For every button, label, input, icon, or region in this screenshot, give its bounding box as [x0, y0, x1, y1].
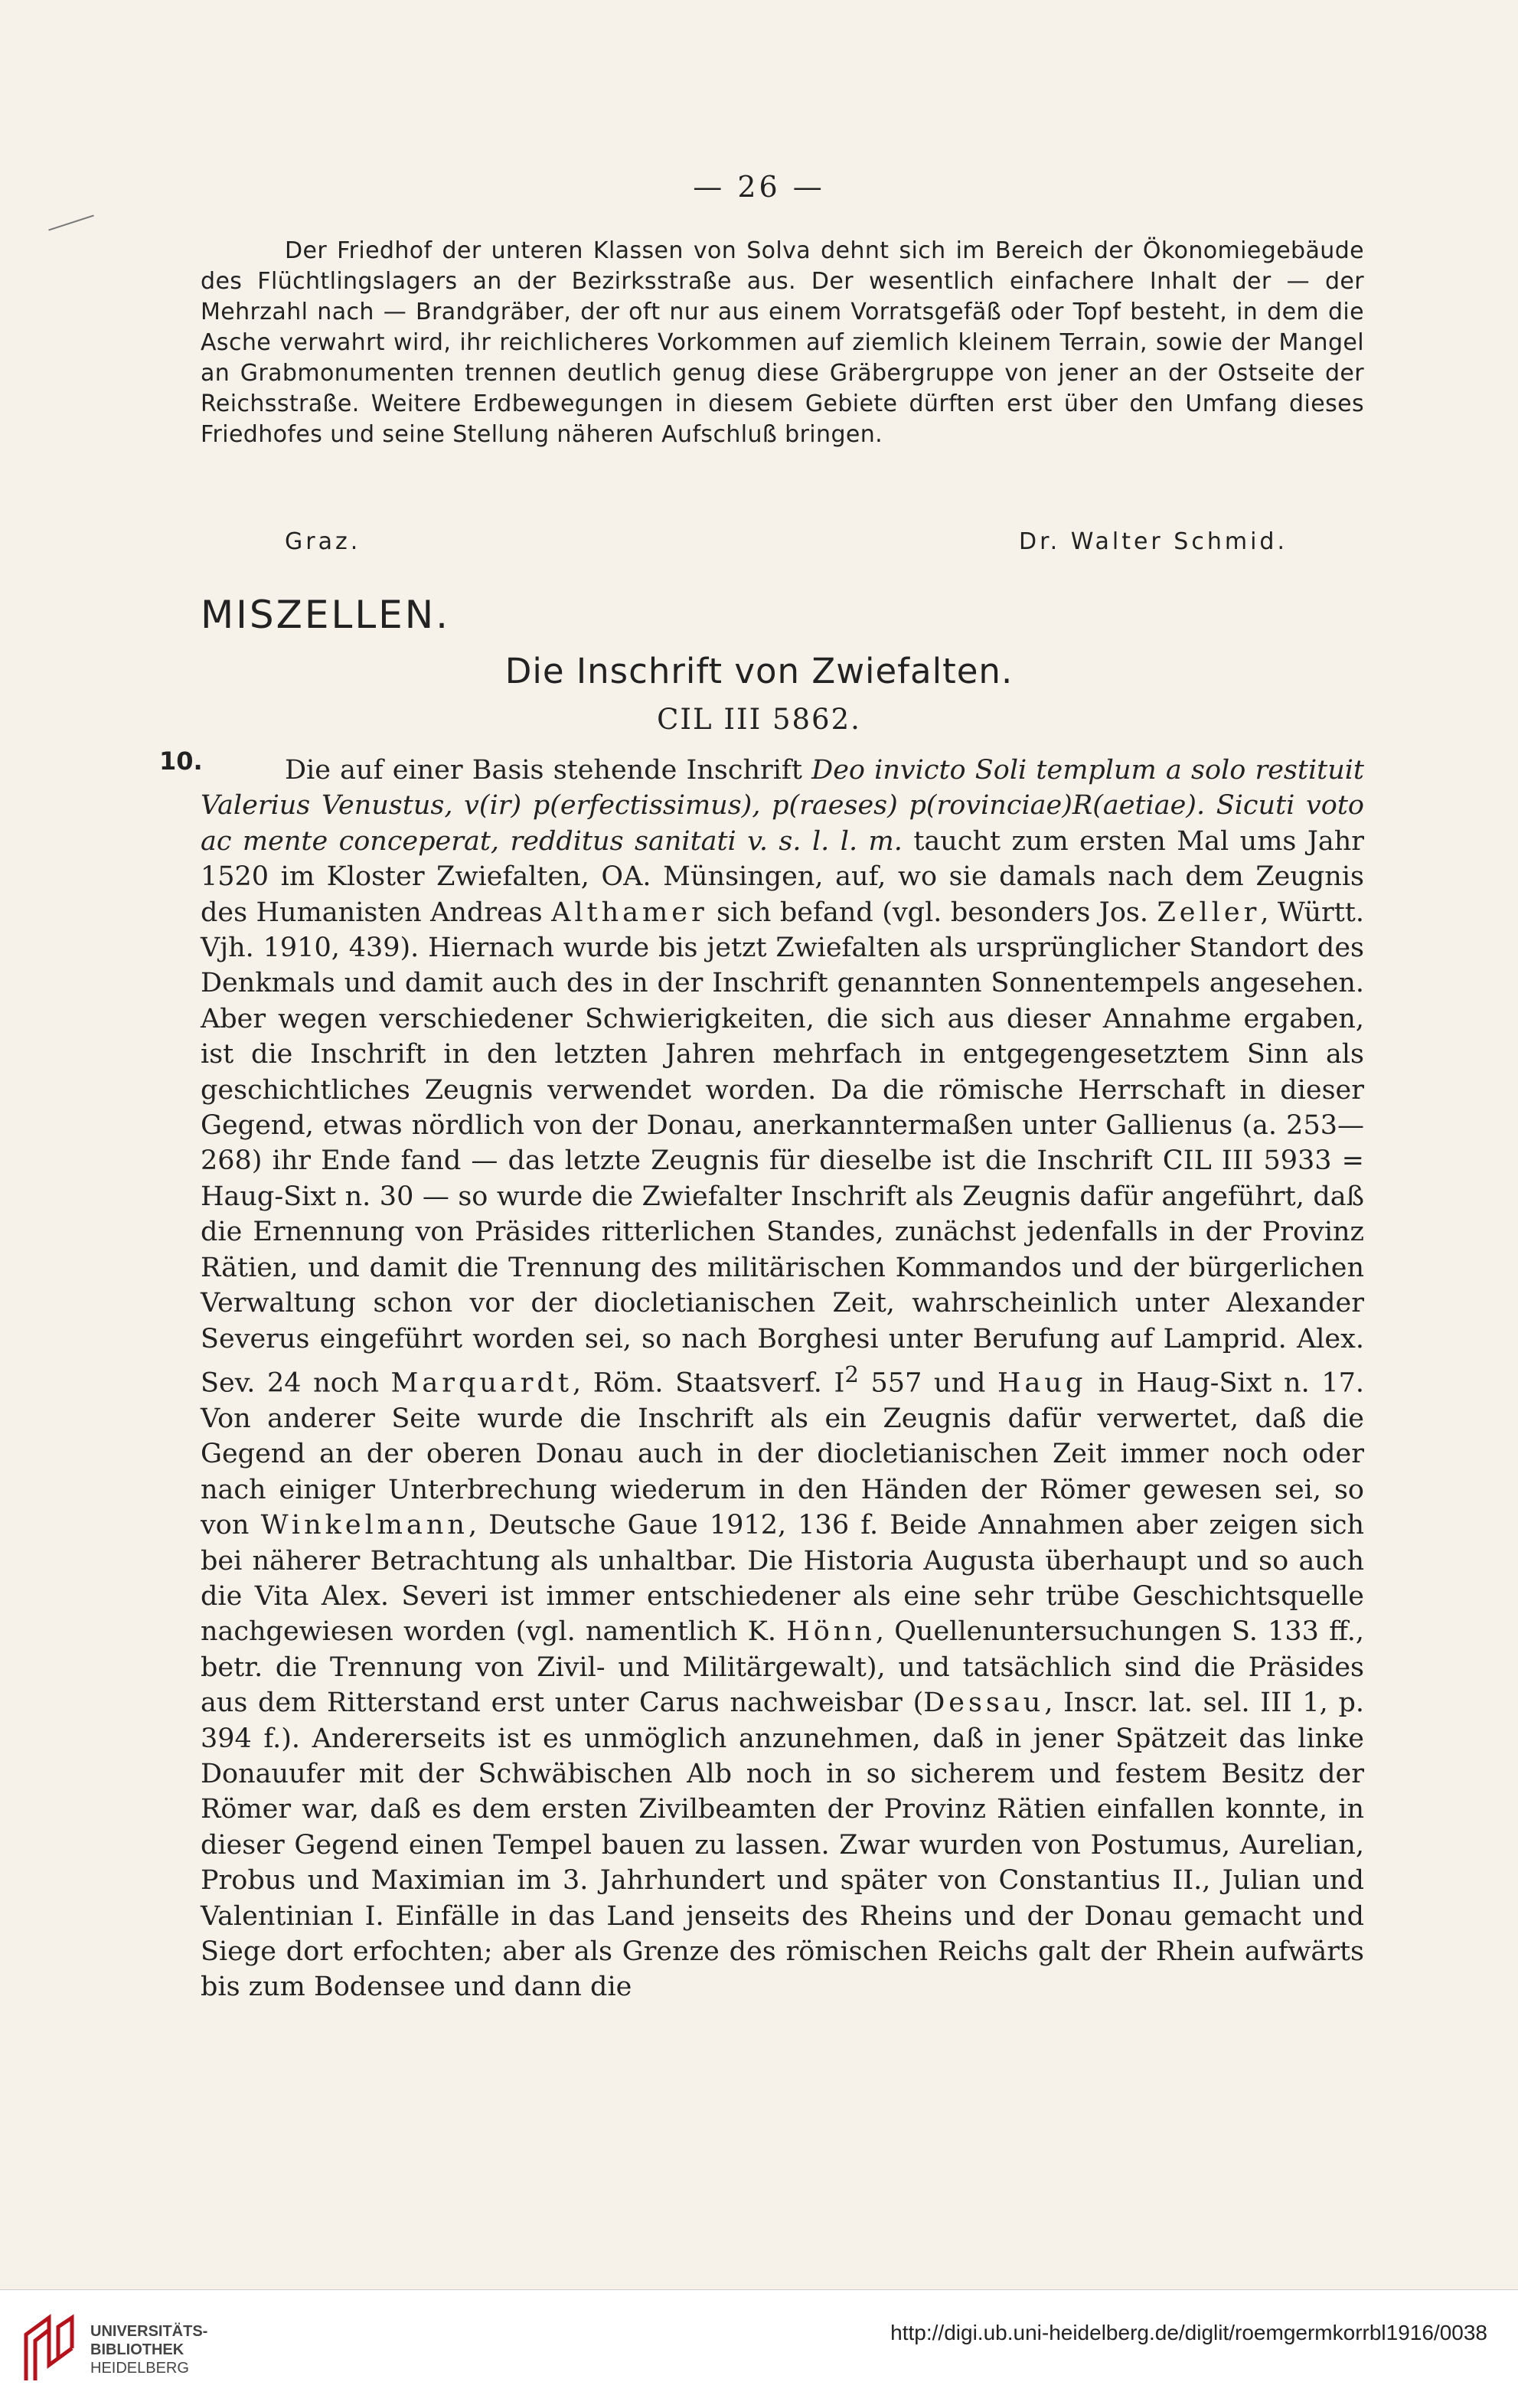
text-run: , Inscr. lat. sel. III 1, p. 394 f.). Andererseits ist es unmöglich anzunehmen, daß in jener Spätzeit das linke Donauufer mit der Schwäbischen Alb noch in so sicherem und festem Besitz der Römer war, daß es dem ersten Zivilbeamten der Provinz Rätien einfallen konnte, in dieser Gegend einen Tempel bauen zu lassen. Zwar wurden von Postumus, Aurelian, Probus und Maximian im 3. Jahrhundert und später von Constantius II., Julian und Valentinian I. Einfälle in das Land jenseits des Rheins und der Donau gemacht und Siege dort erfochten; aber als Grenze des römischen Reichs galt der Rhein aufwärts bis zum Bodensee und dann die — [201, 1688, 1364, 2003]
author-name: Haug — [997, 1367, 1087, 1399]
article-paragraph — [201, 753, 1364, 2005]
library-name — [90, 2322, 207, 2377]
library-line: HEIDELBERG — [90, 2360, 189, 2377]
author-name: Althamer — [551, 897, 708, 928]
source-url-link[interactable]: http://digi.ub.uni-heidelberg.de/diglit/roemgermkorrbl1916/0038 — [890, 2321, 1487, 2344]
university-library-logo-icon — [18, 2312, 78, 2385]
text-run: 557 und — [858, 1367, 998, 1399]
author: Dr. Walter Schmid. — [1019, 528, 1288, 555]
text-run: sich befand (vgl. besonders Jos. — [707, 897, 1157, 928]
inscription-text: Deo invicto Soli templum a solo restituit Valerius Venustus, v(ir) p(erfectissimus), p(raeses) p(rovinciae)R(aetiae). Sicuti voto ac mente conceperat, redditus sanitati v. s. l. l. m. — [201, 755, 1364, 857]
text-run: , Deutsche Gaue 1912, 136 f. Beide Annahmen aber zeigen sich bei näherer Betrachtung als unhaltbar. Die Historia Augusta überhaupt und so auch die Vita Alex. Severi ist immer entschiedener als eine sehr trübe Geschichtsquelle nachgewiesen worden (vgl. namentlich K. — [201, 1510, 1365, 1648]
author-name: Marquardt — [390, 1367, 573, 1399]
text-run: , Röm. Staatsverf. I — [573, 1367, 845, 1399]
author-name: Zeller — [1157, 897, 1261, 928]
article-body — [201, 753, 1364, 2005]
pencil-mark — [48, 214, 94, 230]
text-run: taucht zum ersten Mal ums Jahr 1520 im Kloster Zwiefalten, OA. Münsingen, auf, wo sie damals nach dem Zeugnis des Humanisten Andreas — [201, 825, 1365, 928]
article-number: 10. — [159, 747, 203, 776]
signature-row — [285, 528, 1288, 555]
library-line: BIBLIOTHEK — [90, 2341, 184, 2358]
superscript: 2 — [844, 1361, 859, 1387]
article-subtitle: CIL III 5862. — [657, 703, 861, 736]
text-run: Die auf einer Basis stehende Inschrift — [285, 755, 812, 786]
author-name: Hönn — [786, 1616, 876, 1648]
text-run: in Haug-Sixt n. 17. Von anderer Seite wurde die Inschrift als ein Zeugnis dafür verwertet, daß die Gegend an der oberen Donau auch in der diocletianischen Zeit immer noch oder nach einiger Unterbrechung wiederum in den Händen der Römer gewesen sei, so von — [201, 1367, 1364, 1541]
intro-paragraph: Der Friedhof der unteren Klassen von Solva dehnt sich im Bereich der Ökonomiegebäude des Flüchtlingslagers an der Bezirksstraße aus. Der wesentlich einfachere Inhalt der — der Mehrzahl nach — Brandgräber, der oft nur aus einem Vorratsgefäß oder Topf besteht, in dem die Asche verwahrt wird, ihr reichlicheres Vorkommen auf ziemlich kleinem Terrain, sowie der Mangel an Grabmonumenten trennen deutlich genug diese Gräbergruppe von jener an der Ostseite der Reichsstraße. Weitere Erdbewegungen in diesem Gebiete dürften erst über den Umfang dieses Friedhofes und seine Stellung näheren Aufschluß bringen. — [201, 237, 1364, 448]
text-run: , Quellenuntersuchungen S. 133 ff., betr. die Trennung von Zivil- und Militärgewalt), und tatsächlich sind die Präsides aus dem Ritterstand erst unter Carus nachweisbar ( — [201, 1616, 1365, 1719]
author-name: Dessau — [923, 1688, 1045, 1719]
text-run: , Württ. Vjh. 1910, 439). Hiernach wurde bis jetzt Zwiefalten als ursprünglicher Standort des Denkmals und damit auch des in der Inschrift genannten Sonnentempels angesehen. Aber wegen verschiedener Schwierigkeiten, die sich aus dieser Annahme ergaben, ist die Inschrift in den letzten Jahren mehrfach in entgegengesetztem Sinn als geschichtliches Zeugnis verwendet worden. Da die römische Herrschaft in dieser Gegend, etwas nördlich von der Donau, anerkanntermaßen unter Gallienus (a. 253—268) ihr Ende fand — das letzte Zeugnis für dieselbe ist die Inschrift CIL III 5933 = Haug-Sixt n. 30 — so wurde die Zwiefalter Inschrift als Zeugnis dafür angeführt, daß die Ernennung von Präsides ritterlichen Standes, zunächst jedenfalls in der Provinz Rätien, und damit die Trennung des militärischen Kommandos und der bürgerlichen Verwaltung schon vor der diocletianischen Zeit, wahrscheinlich unter Alexander Severus eingeführt worden sei, so nach Borghesi unter Berufung auf Lamprid. Alex. Sev. 24 noch — [201, 897, 1364, 1399]
intro-block — [201, 236, 1364, 450]
page-number: — 26 — — [693, 170, 825, 204]
section-title: MISZELLEN. — [201, 593, 451, 637]
article-title: Die Inschrift von Zwiefalten. — [504, 651, 1014, 691]
author-name: Winkelmann — [260, 1510, 468, 1541]
library-line: UNIVERSITÄTS- — [90, 2323, 208, 2340]
library-footer — [0, 2289, 1518, 2408]
place: Graz. — [285, 528, 361, 555]
